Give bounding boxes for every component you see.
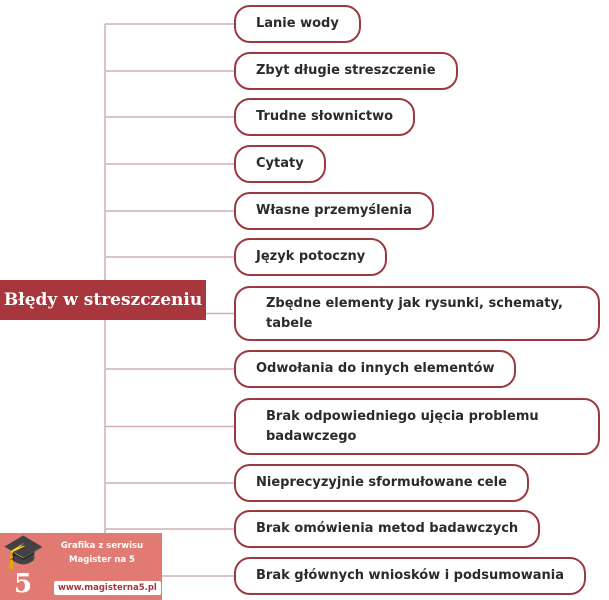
branch-label: Nieprecyzyjnie sformułowane cele (256, 475, 507, 490)
branch-node-cele (234, 464, 529, 502)
branch-node-wlasne-przemyslenia (234, 192, 434, 230)
branch-label: Odwołania do innych elementów (256, 361, 495, 376)
watermark-line1: Grafika z serwisu (60, 541, 144, 551)
branch-label: Brak odpowiedniego ujęcia problemu badawczego (266, 408, 539, 444)
watermark-number: 5 (14, 569, 33, 599)
branch-node-wnioski (234, 557, 586, 595)
branch-label: Zbędne elementy jak rysunki, schematy, tabele (266, 295, 563, 331)
branch-label: Zbyt długie streszczenie (256, 63, 436, 78)
branch-label: Brak głównych wniosków i podsumowania (256, 568, 564, 583)
root-label: Błędy w streszczeniu (3, 290, 203, 310)
branch-label: Trudne słownictwo (256, 109, 394, 124)
branch-node-zbyt-dlugie-streszczenie (234, 52, 458, 90)
watermark-line2: Magister na 5 (69, 555, 135, 565)
branch-label: Język potoczny (256, 249, 366, 264)
branch-node-metody-badawcze (234, 510, 540, 548)
branch-node-jezyk-potoczny (234, 238, 387, 276)
branch-node-cytaty (234, 145, 326, 183)
branch-label: Brak omówienia metod badawczych (256, 521, 519, 536)
branch-node-problem-badawczy (234, 398, 600, 455)
branch-label: Cytaty (256, 156, 304, 171)
branch-label: Własne przemyślenia (256, 203, 412, 218)
branch-label: Lanie wody (256, 16, 339, 31)
watermark-logo (0, 533, 162, 600)
branch-node-trudne-slownictwo (234, 98, 415, 136)
branch-node-zbedne-elementy (234, 286, 600, 341)
graduation-cap-icon: 🎓 (2, 533, 45, 572)
branch-node-lanie-wody (234, 5, 361, 43)
watermark-url: www.magisterna5.pl (54, 581, 161, 595)
root-node (0, 280, 206, 320)
branch-node-odwolania (234, 350, 516, 388)
